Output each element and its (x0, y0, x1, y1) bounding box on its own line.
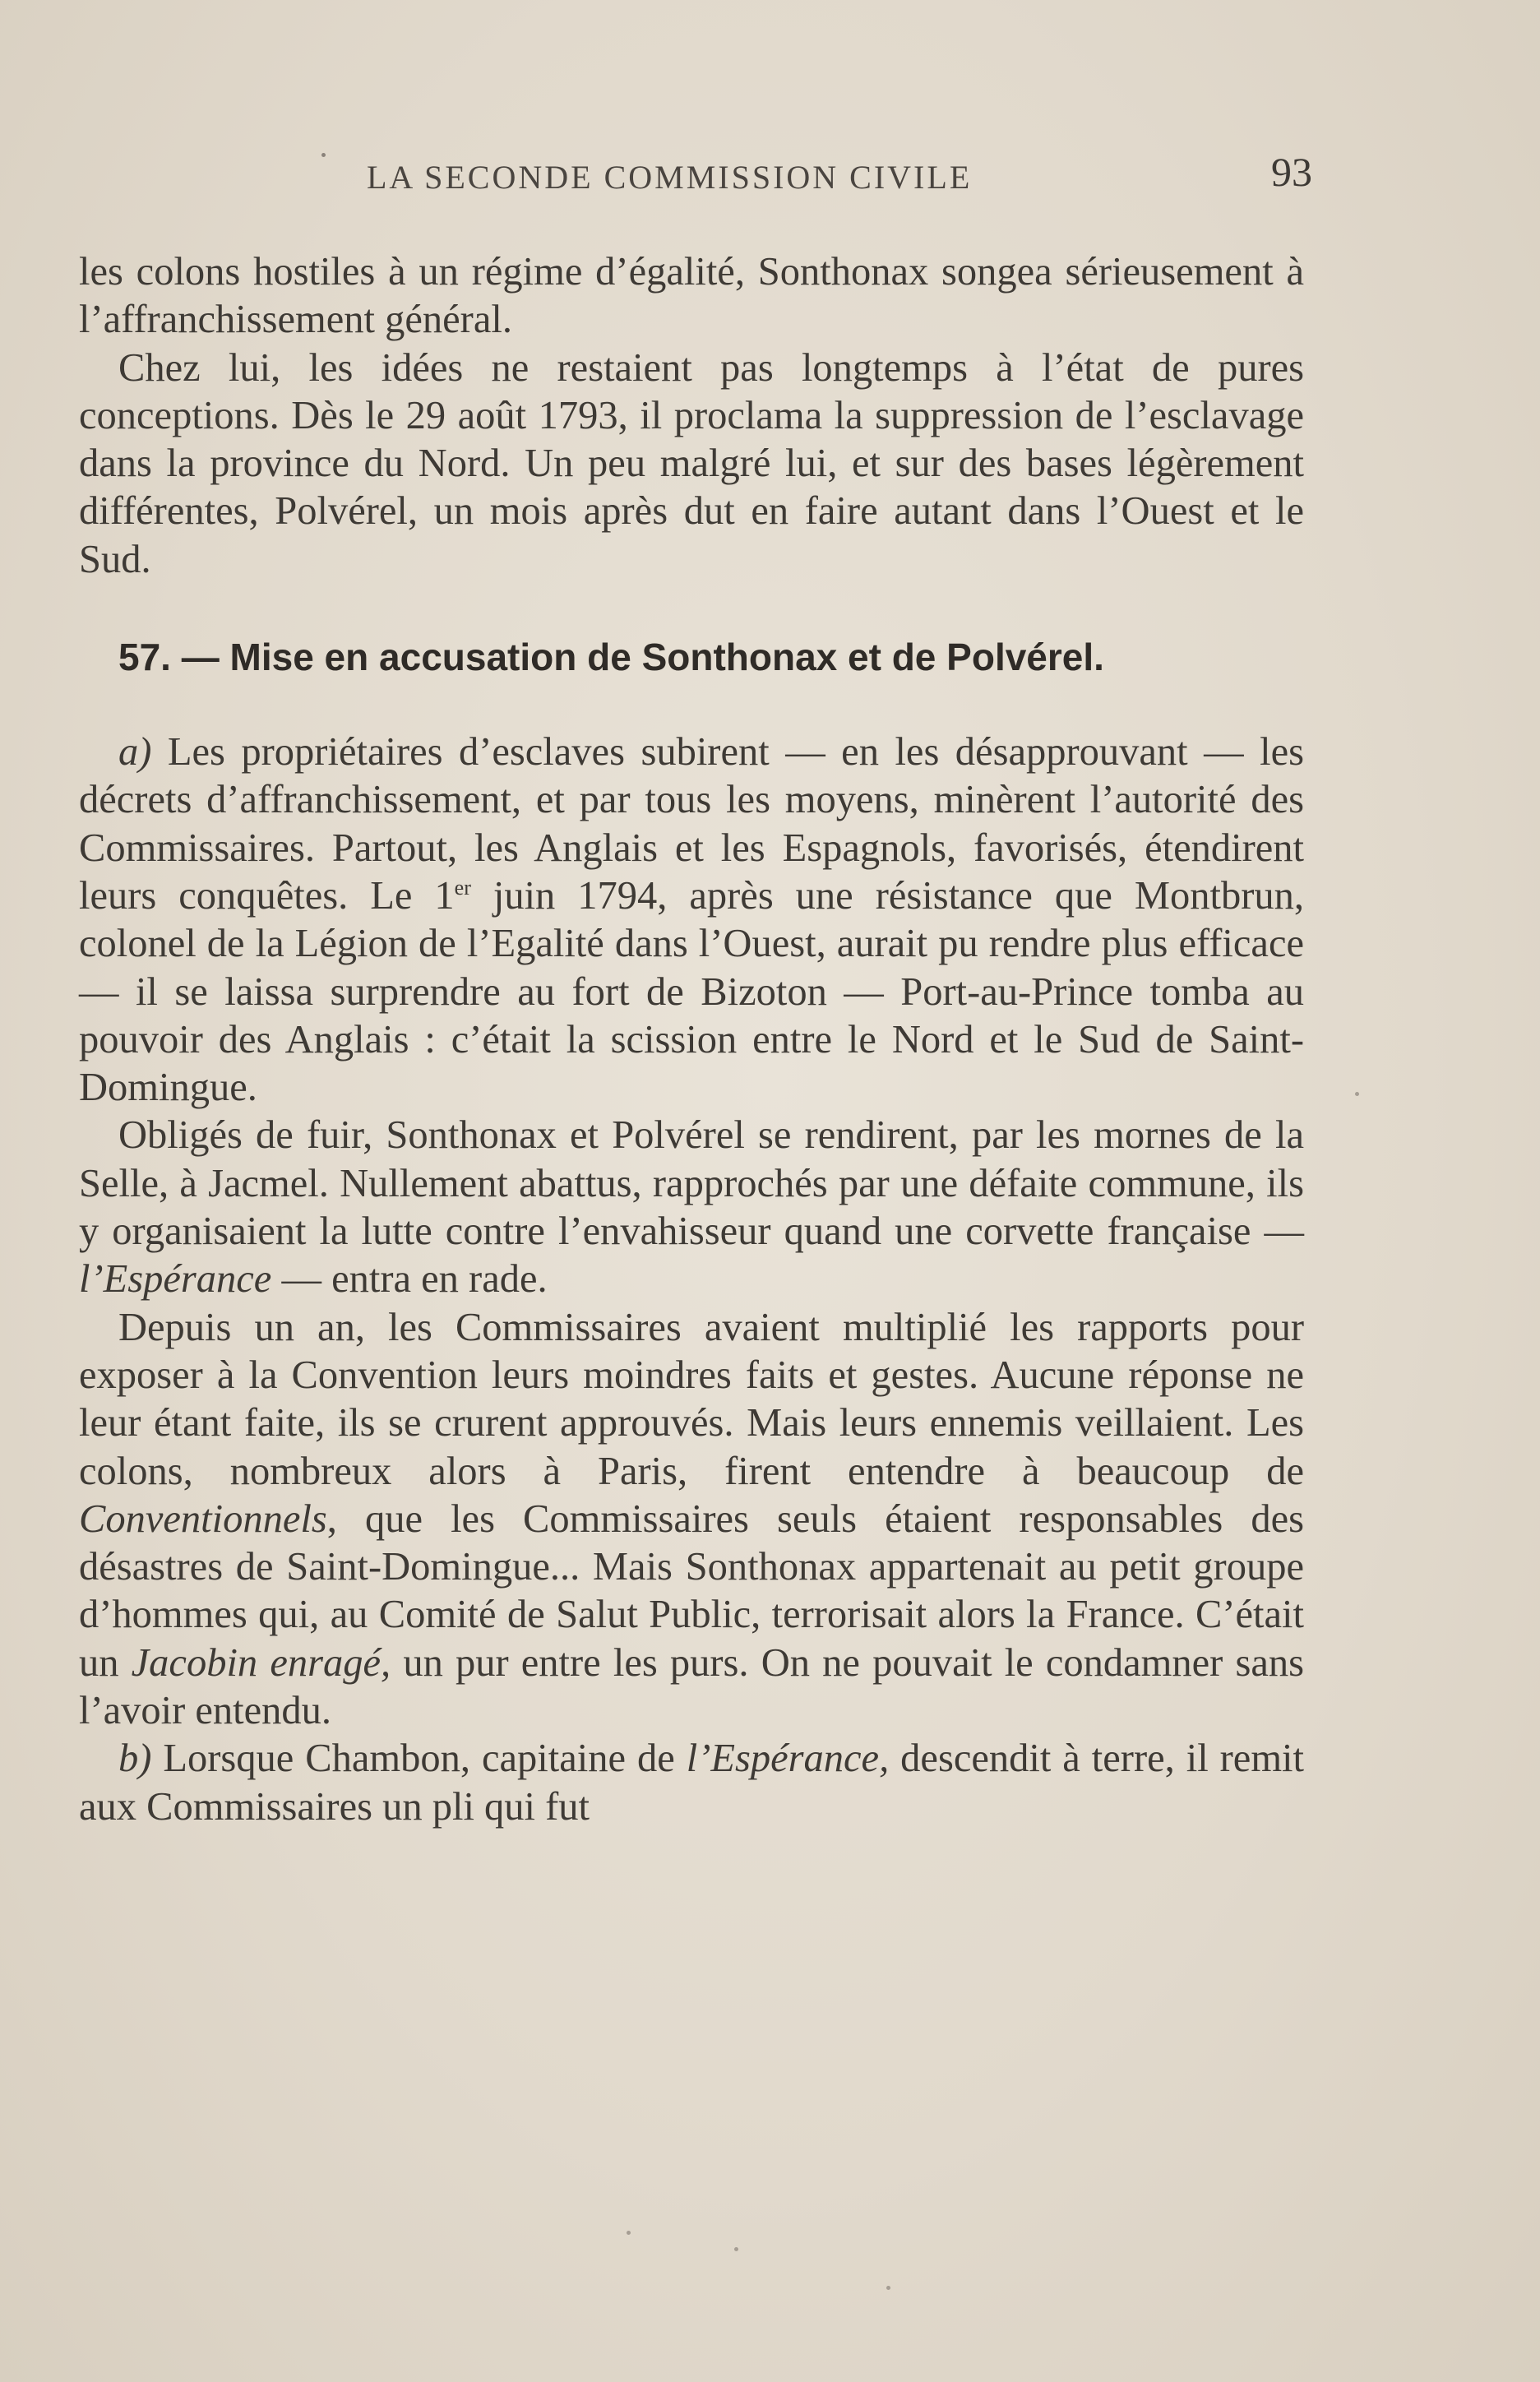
section-heading (79, 633, 1304, 681)
paragraph-5 (79, 1304, 1304, 1736)
paragraph-4-text-a: Obligés de fuir, Sonthonax et Polvérel se rendirent, par les mornes de la Selle, à Jacmel. Nullement abattus, rapprochés par une défaite commune, ils y organisaient la lutte contre l’envahisseur quand une corvette française — (79, 1113, 1304, 1254)
section-dash: — (170, 636, 230, 679)
paragraph-4-text-b: — entra en rade. (271, 1257, 548, 1302)
section-number: 57. (118, 636, 171, 679)
paragraph-2: Chez lui, les idées ne restaient pas longtemps à l’état de pures conceptions. Dès le 29 août 1793, il proclama la suppression de l’esclavage dans la province du Nord. Un peu malgré lui, et sur des bases légèrement différentes, Polvérel, un mois après dut en faire autant dans l’Ouest et le Sud. (79, 345, 1304, 581)
page-number: 93 (1271, 149, 1312, 195)
ship-name: l’Espérance (79, 1257, 272, 1302)
running-title: LA SECONDE COMMISSION CIVILE (367, 159, 973, 196)
paragraph-marker-b: b) (118, 1737, 152, 1781)
paragraph-3 (79, 728, 1304, 1112)
paragraph-5-text-b: , que les Commissaires seuls étaient responsables des désastres de Saint-Domingue... Mais Sonthonax appartenait au petit groupe d’hommes qui, au Comité de Salut Public, terrorisait alors la France. C’était un (79, 1496, 1304, 1685)
paragraph-marker-a: a) (118, 730, 152, 775)
paragraph-5-text-c: un pur entre les purs. On ne pouvait le condamner sans l’avoir entendu. (79, 1640, 1304, 1733)
ink-speck (1355, 1092, 1359, 1096)
paragraph-6-text-a: Lorsque Chambon, capitaine de (151, 1737, 687, 1781)
ship-name-2: l’Espérance, (686, 1737, 890, 1781)
section-title: Mise en accusation de Sonthonax et de Polvérel. (229, 636, 1104, 679)
ink-speck (321, 153, 326, 157)
ink-speck (734, 2247, 738, 2251)
italic-jacobin: Jacobin enragé, (131, 1640, 391, 1685)
paragraph-3-text-a: Les propriétaires d’esclaves subirent — en les désapprouvant — les décrets d’affranchissement, et par tous les moyens, minèrent l’autorité des Commissaires. Partout, les Anglais et les Espagnols, favorisés, étendirent leurs conquêtes. Le 1 (79, 730, 1304, 918)
ink-speck (627, 2231, 631, 2235)
ordinal-superscript: er (454, 875, 471, 900)
paragraph-3-text-b: juin 1794, après une résistance que Montbrun, colonel de la Légion de l’Egalité dans l’Ouest, aurait pu rendre plus efficace — il se laissa surprendre au fort de Bizoton — Port-au-Prince tomba au pouvoir des Anglais : c’était la scission entre le Nord et le Sud de Saint-Domingue. (79, 873, 1304, 1110)
page-header (79, 148, 1312, 206)
body-text (79, 248, 1304, 1831)
ink-speck (886, 2286, 890, 2290)
paragraph-6-text-b: descendit à terre, il remit aux Commissaires un pli qui fut (79, 1737, 1304, 1829)
paragraph-6 (79, 1735, 1304, 1831)
paragraph-5-text-a: Depuis un an, les Commissaires avaient multiplié les rapports pour exposer à la Convention leurs moindres faits et gestes. Aucune réponse ne leur étant faite, ils se crurent approuvés. Mais leurs ennemis veillaient. Les colons, nombreux alors à Paris, firent entendre à beaucoup de (79, 1305, 1304, 1493)
italic-conventionnels: Conventionnels (79, 1496, 327, 1541)
paragraph-4 (79, 1112, 1304, 1303)
paragraph-1: les colons hostiles à un régime d’égalité, Sonthonax songea sérieusement à l’affranchissement général. (79, 250, 1304, 342)
